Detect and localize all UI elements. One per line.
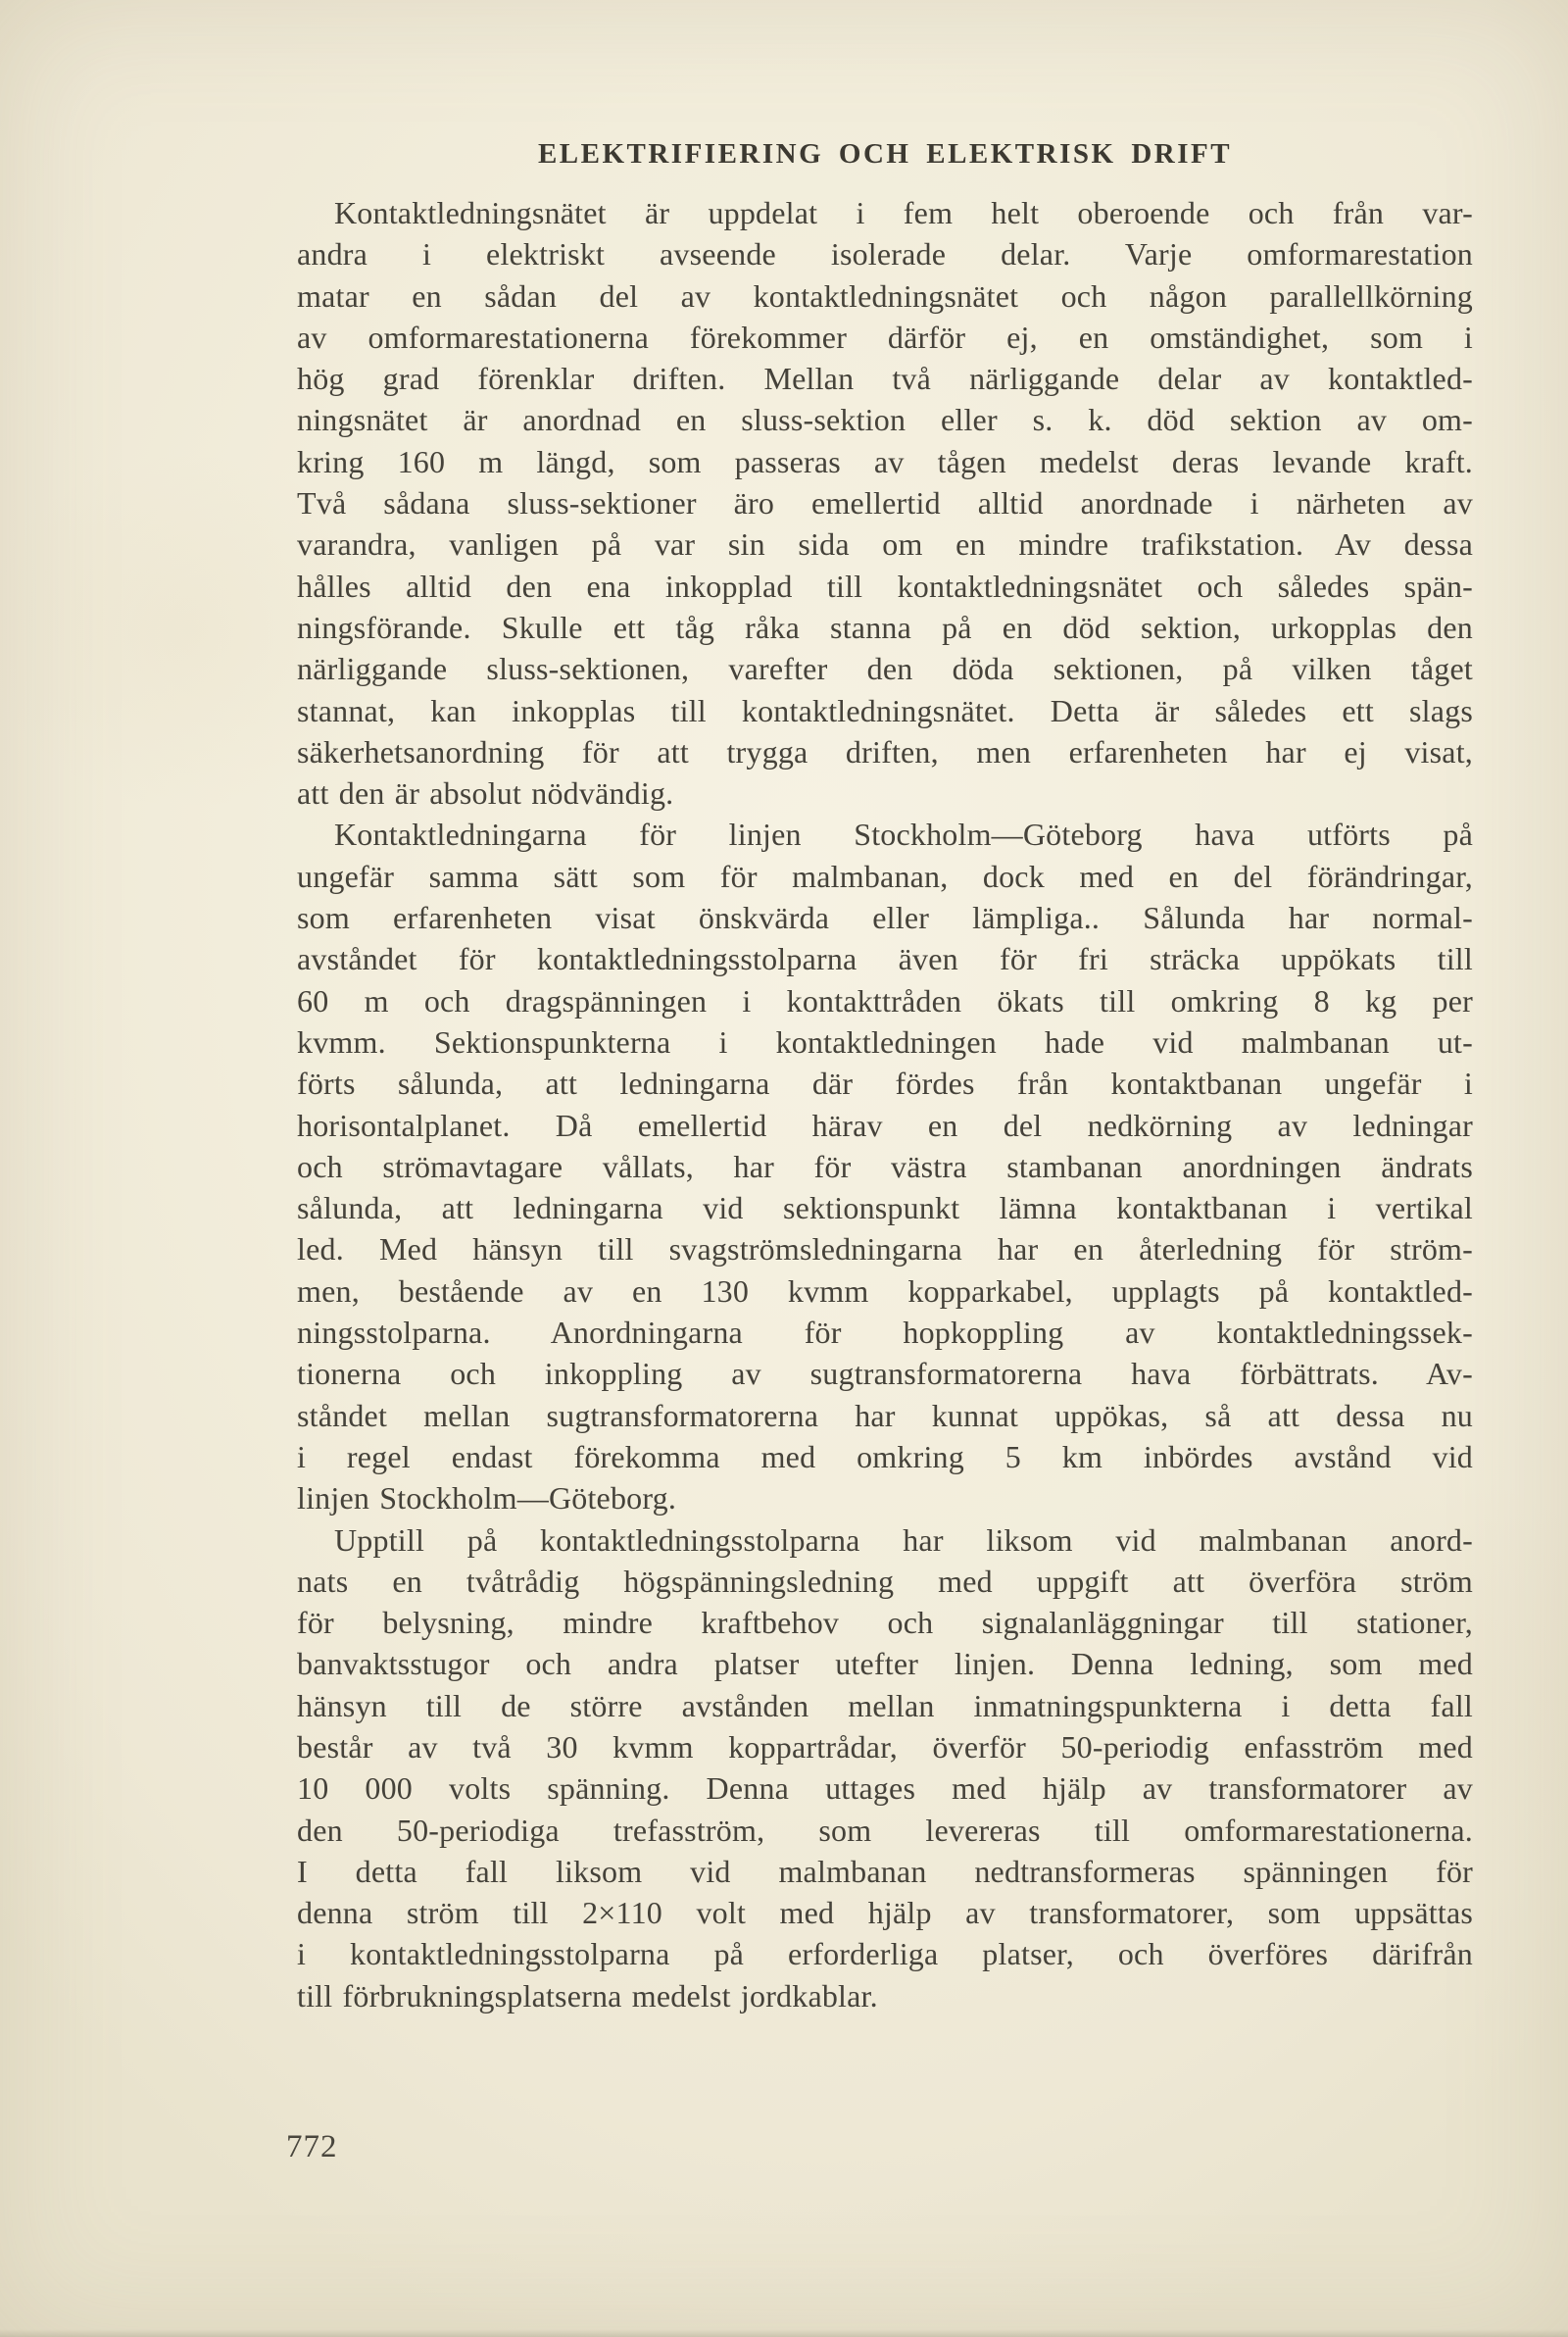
text-line: närliggande sluss-sektionen, varefter den döda sektionen, på vilken tåget — [297, 651, 1473, 687]
text-line: horisontalplanet. Då emellertid härav en del nedkörning av ledningar — [297, 1107, 1473, 1143]
text-line: i kontaktledningsstolparna på erforderliga platser, och överföres därifrån — [297, 1936, 1473, 1972]
text-line: andra i elektriskt avseende isolerade delar. Varje omformarestation — [297, 236, 1473, 273]
text-line: sålunda, att ledningarna vid sektionspunkt lämna kontaktbanan i vertikal — [297, 1190, 1473, 1226]
text-line: och strömavtagare vållats, har för västra stambanan anordningen ändrats — [297, 1148, 1473, 1184]
text-line: ningsförande. Skulle ett tåg råka stanna på en död sektion, urkopplas den — [297, 609, 1473, 645]
text-line: i regel endast förekomma med omkring 5 km inbördes avstånd vid — [297, 1438, 1473, 1474]
running-header: ELEKTRIFIERING OCH ELEKTRISK DRIFT — [537, 138, 1233, 170]
page-number: 772 — [286, 2129, 338, 2164]
text-line: hålles alltid den ena inkopplad till kontaktledningsnätet och således spän- — [297, 568, 1473, 604]
text-line: avståndet för kontaktledningsstolparna även för fri sträcka uppökats till — [297, 941, 1473, 977]
text-line: av omformarestationerna förekommer därför ej, en omständighet, som i — [297, 319, 1473, 355]
text-line: Kontaktledningarna för linjen Stockholm—Göteborg hava utförts på — [334, 817, 1473, 853]
text-line: ningsstolparna. Anordningarna för hopkoppling av kontaktledningssek- — [297, 1315, 1473, 1351]
text-line: led. Med hänsyn till svagströmsledningarna har en återledning för ström- — [297, 1231, 1473, 1268]
body-text — [297, 192, 1473, 2016]
text-line: 10 000 volts spänning. Denna uttages med hjälp av transformatorer av — [297, 1770, 1473, 1807]
text-line: den 50-periodiga trefasström, som levereras till omformarestationerna. — [297, 1812, 1473, 1848]
text-line: för belysning, mindre kraftbehov och signalanläggningar till stationer, — [297, 1605, 1473, 1641]
text-line: hög grad förenklar driften. Mellan två närliggande delar av kontaktled- — [297, 361, 1473, 397]
text-line: 60 m och dragspänningen i kontakttråden ökats till omkring 8 kg per — [297, 982, 1473, 1019]
text-line: kvmm. Sektionspunkterna i kontaktledningen hade vid malmbanan ut- — [297, 1023, 1473, 1060]
text-line: ståndet mellan sugtransformatorerna har kunnat uppökas, så att dessa nu — [297, 1397, 1473, 1433]
text-line: förts sålunda, att ledningarna där fördes från kontaktbanan ungefär i — [297, 1066, 1473, 1102]
text-line: ningsnätet är anordnad en sluss-sektion eller s. k. död sektion av om- — [297, 402, 1473, 438]
text-line: Upptill på kontaktledningsstolparna har liksom vid malmbanan anord- — [334, 1521, 1473, 1558]
text-line: stannat, kan inkopplas till kontaktledningsnätet. Detta är således ett slags — [297, 692, 1473, 728]
text-line: men, bestående av en 130 kvmm kopparkabel, upplagts på kontaktled- — [297, 1272, 1473, 1309]
text-line: I detta fall liksom vid malmbanan nedtransformeras spänningen för — [297, 1853, 1473, 1889]
text-line: nats en tvåtrådig högspänningsledning med uppgift att överföra ström — [297, 1563, 1473, 1599]
text-line: till förbrukningsplatserna medelst jordkablar. — [297, 1977, 878, 2014]
text-line: Två sådana sluss-sektioner äro emellertid alltid anordnade i närheten av — [297, 485, 1473, 522]
text-line: matar en sådan del av kontaktledningsnätet och någon parallellkörning — [297, 277, 1473, 314]
text-line: banvaktsstugor och andra platser utefter linjen. Denna ledning, som med — [297, 1646, 1473, 1682]
text-line: linjen Stockholm—Göteborg. — [297, 1480, 677, 1517]
text-line: ungefär samma sätt som för malmbanan, dock med en del förändringar, — [297, 858, 1473, 894]
text-line: att den är absolut nödvändig. — [297, 775, 674, 812]
text-line: som erfarenheten visat önskvärda eller lämpliga.. Sålunda har normal- — [297, 900, 1473, 936]
text-line: säkerhetsanordning för att trygga driften, men erfarenheten har ej visat, — [297, 733, 1473, 770]
text-line: denna ström till 2×110 volt med hjälp av transformatorer, som uppsättas — [297, 1895, 1473, 1931]
text-line: varandra, vanligen på var sin sida om en mindre trafikstation. Av dessa — [297, 526, 1473, 563]
text-line: tionerna och inkoppling av sugtransformatorerna hava förbättrats. Av- — [297, 1356, 1473, 1392]
text-line: hänsyn till de större avstånden mellan inmatningspunkterna i detta fall — [297, 1687, 1473, 1723]
text-line: Kontaktledningsnätet är uppdelat i fem helt oberoende och från var- — [334, 195, 1473, 230]
text-line: kring 160 m längd, som passeras av tågen medelst deras levande kraft. — [297, 443, 1473, 479]
text-line: består av två 30 kvmm koppartrådar, överför 50-periodig enfasström med — [297, 1728, 1473, 1765]
